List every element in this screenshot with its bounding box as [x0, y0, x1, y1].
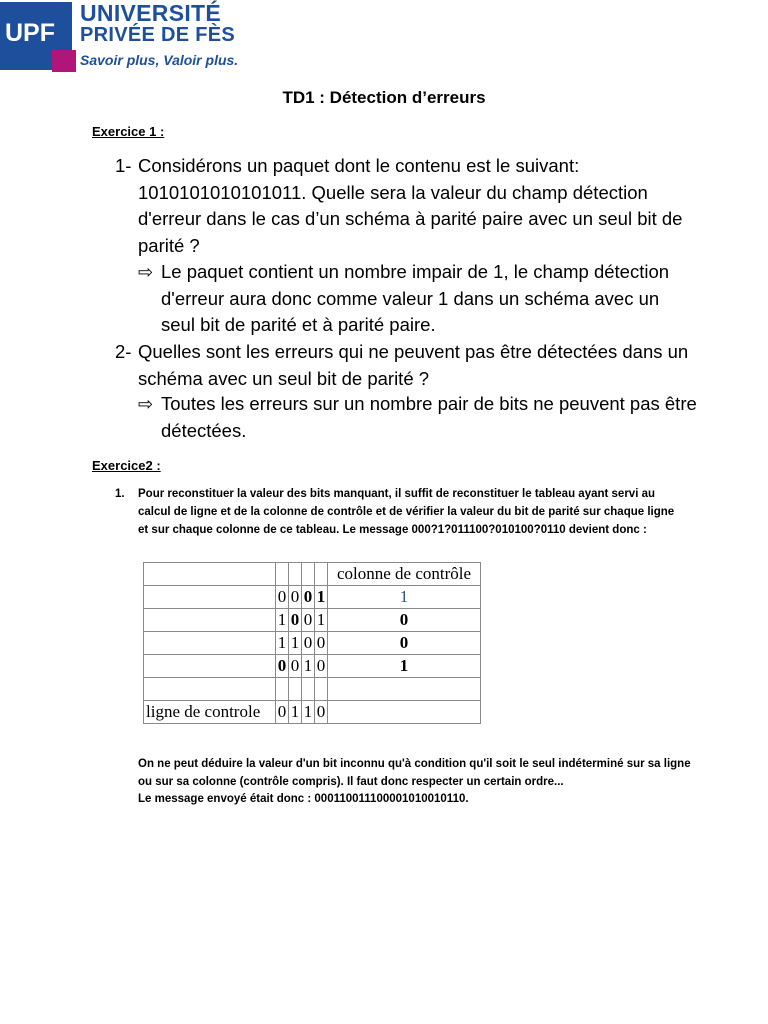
- table-empty-row: [144, 678, 481, 701]
- note-line-1: On ne peut déduire la valeur d'un bit inconnu qu'à condition qu'il soit le seul indéterminé sur sa ligne ou sur sa colonne (contrôle compris). Il faut donc respecter un certain ordre...: [138, 758, 691, 788]
- table-cell: 0: [289, 609, 302, 632]
- logo-upf-text: UPF: [5, 19, 55, 47]
- table-cell: 0: [302, 609, 315, 632]
- table-cell: 1: [302, 655, 315, 678]
- table-cell: 1: [315, 586, 328, 609]
- table-cell: 0: [302, 586, 315, 609]
- answer-2: [138, 391, 698, 444]
- table-cell: 1: [328, 586, 481, 609]
- question-2-number: 2-: [115, 341, 132, 362]
- table-cell: [144, 609, 276, 632]
- exercice2-item: [115, 485, 685, 539]
- table-cell: 0: [302, 632, 315, 655]
- question-1: [115, 153, 695, 259]
- table-cell: [144, 563, 276, 586]
- table-cell: 0: [328, 609, 481, 632]
- table-cell: [328, 678, 481, 701]
- exercice2-item-number: 1.: [115, 488, 125, 500]
- table-cell: 0: [276, 586, 289, 609]
- exercice2-item-text: Pour reconstituer la valeur des bits manquant, il suffit de reconstituer le tableau ayant servi au calcul de ligne et de la colonne de contrôle et de vérifier la valeur du bit de parité sur chaque ligne et sur chaque colonne de ce tableau. Le message 000?1?011100?010100?0110 devient donc :: [138, 488, 675, 536]
- right-arrow-icon: ⇨: [138, 394, 154, 414]
- exercice2-note: [138, 756, 698, 809]
- logo-university-line2: PRIVÉE DE FÈS: [80, 24, 236, 46]
- table-cell: [276, 678, 289, 701]
- table-row: [144, 655, 481, 678]
- logo-tagline: Savoir plus, Valoir plus.: [80, 52, 239, 68]
- table-cell: [302, 563, 315, 586]
- table-cell: [144, 632, 276, 655]
- answer-1: [138, 259, 698, 339]
- table-cell: 1: [315, 609, 328, 632]
- table-cell: 1: [328, 655, 481, 678]
- document-title: TD1 : Détection d’erreurs: [282, 88, 486, 107]
- table-cell: [302, 678, 315, 701]
- table-cell: 0: [289, 586, 302, 609]
- table-row: [144, 632, 481, 655]
- logo-magenta-block: [52, 50, 76, 72]
- exercice1-heading: Exercice 1 :: [92, 124, 165, 139]
- table-row: [144, 609, 481, 632]
- table-cell: 0: [328, 632, 481, 655]
- table-cell: 1: [302, 701, 315, 724]
- table-cell: 0: [315, 655, 328, 678]
- exercice2-heading: Exercice2 :: [92, 458, 161, 473]
- table-cell: 0: [289, 655, 302, 678]
- table-cell: 0: [276, 701, 289, 724]
- table-cell: [144, 655, 276, 678]
- right-arrow-icon: ⇨: [138, 262, 154, 282]
- university-logo: [0, 0, 250, 75]
- table-cell: [328, 701, 481, 724]
- table-header-ctrl: colonne de contrôle: [328, 563, 481, 586]
- table-cell: 0: [276, 655, 289, 678]
- table-cell: [144, 586, 276, 609]
- question-1-text: Considérons un paquet dont le contenu est le suivant: 1010101010101011. Quelle sera la valeur du champ détection d'erreur dans le cas d’un schéma à parité paire avec un seul bit de parité ?: [138, 155, 683, 256]
- table-cell: 1: [289, 632, 302, 655]
- answer-2-text: Toutes les erreurs sur un nombre pair de bits ne peuvent pas être détectées.: [161, 393, 697, 441]
- question-1-number: 1-: [115, 155, 132, 176]
- table-cell: 0: [315, 632, 328, 655]
- parity-table: [143, 562, 481, 724]
- table-cell: 1: [276, 609, 289, 632]
- table-cell: [289, 563, 302, 586]
- table-cell: 1: [276, 632, 289, 655]
- table-cell: [289, 678, 302, 701]
- table-header-row: [144, 563, 481, 586]
- question-2: [115, 339, 695, 392]
- question-2-text: Quelles sont les erreurs qui ne peuvent pas être détectées dans un schéma avec un seul bit de parité ?: [138, 341, 689, 389]
- note-line-2: Le message envoyé était donc : 000110011100001010010110.: [138, 793, 469, 805]
- table-row: [144, 586, 481, 609]
- logo-university-line1: UNIVERSITÉ: [80, 0, 222, 26]
- table-cell: [315, 678, 328, 701]
- table-footer-label: ligne de controle: [144, 701, 276, 724]
- table-cell: [315, 563, 328, 586]
- table-footer-row: [144, 701, 481, 724]
- table-cell: 0: [315, 701, 328, 724]
- table-cell: [144, 678, 276, 701]
- answer-1-text: Le paquet contient un nombre impair de 1, le champ détection d'erreur aura donc comme valeur 1 dans un schéma avec un seul bit de parité et à parité paire.: [161, 261, 670, 335]
- table-cell: [276, 563, 289, 586]
- table-cell: 1: [289, 701, 302, 724]
